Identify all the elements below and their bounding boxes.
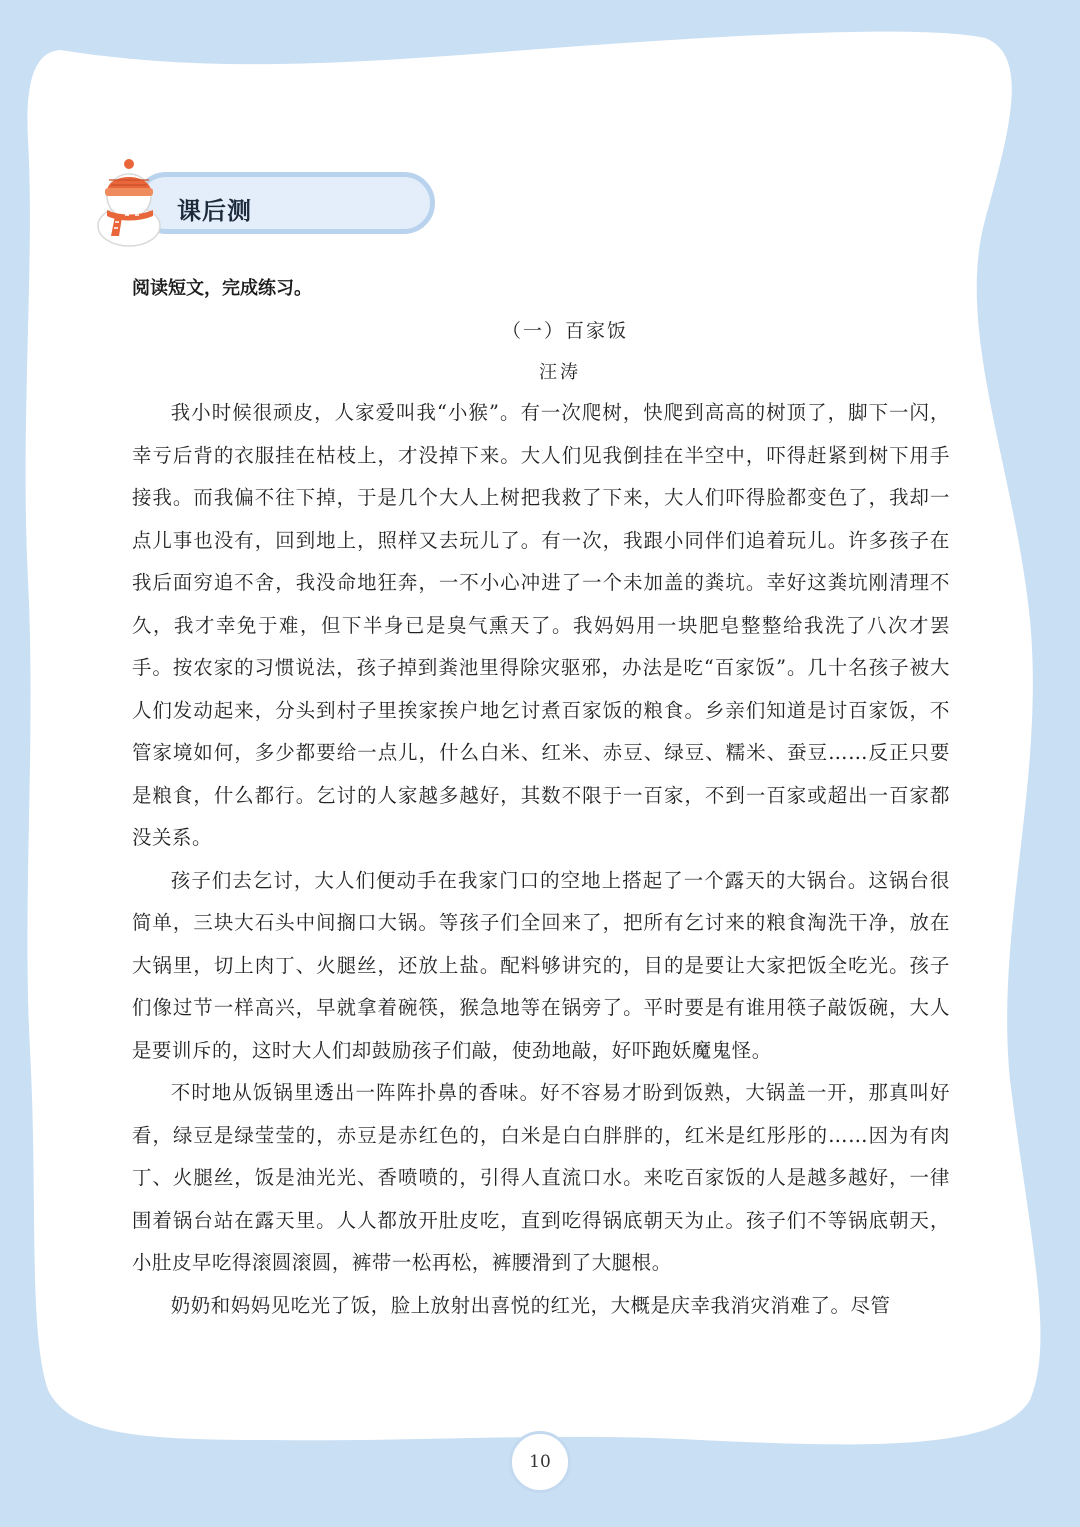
article-paragraph: 孩子们去乞讨，大人们便动手在我家门口的空地上搭起了一个露天的大锅台。这锅台很简单，三块大石头中间搁口大锅。等孩子们全回来了，把所有乞讨来的粮食淘洗干净，放在大锅里，切上肉丁、火腿丝，还放上盐。配料够讲究的，目的是要让大家把饭全吃光。孩子们像过节一样高兴，早就拿着碗筷，猴急地等在锅旁了。平时要是有谁用筷子敲饭碗，大人是要训斥的，这时大人们却鼓励孩子们敲，使劲地敲，好吓跑妖魔鬼怪。	[132, 868, 950, 1062]
page-number: 10	[529, 1452, 551, 1472]
article-paragraph: 奶奶和妈妈见吃光了饭，脸上放射出喜悦的红光，大概是庆幸我消灾消难了。尽管	[170, 1293, 891, 1317]
article-paragraph: 我小时候很顽皮，人家爱叫我“小猴”。有一次爬树，快爬到高高的树顶了，脚下一闪，幸亏后背的衣服挂在枯枝上，才没掉下来。大人们见我倒挂在半空中，吓得赶紧到树下用手接我。而我偏不往下掉，于是几个大人上树把我救了下来，大人们吓得脸都变色了，我却一点儿事也没有，回到地上，照样又去玩儿了。有一次，我跟小同伴们追着玩儿。许多孩子在我后面穷追不舍，我没命地狂奔，一不小心冲进了一个未加盖的粪坑。幸好这粪坑刚清理不久，我才幸免于难，但下半身已是臭气熏天了。我妈妈用一块肥皂整整给我洗了八次才罢手。按农家的习惯说法，孩子掉到粪池里得除灾驱邪，办法是吃“百家饭”。几十名孩子被大人们发动起来，分头到村子里挨家挨户地乞讨煮百家饭的粮食。乡亲们知道是讨百家饭，不管家境如何，多少都要给一点儿，什么白米、红米、赤豆、绿豆、糯米、蚕豆……反正只要是粮食，什么都行。乞讨的人家越多越好，其数不限于一百家，不到一百家或超出一百家都没关系。	[132, 401, 950, 849]
article-body	[132, 392, 950, 1327]
article-author: 汪涛	[539, 362, 581, 383]
article-title: （一）百家饭	[501, 320, 628, 342]
article-paragraph: 不时地从饭锅里透出一阵阵扑鼻的香味。好不容易才盼到饭熟，大锅盖一开，那真叫好看，绿豆是绿莹莹的，赤豆是赤红色的，白米是白白胖胖的，红米是红彤彤的……因为有肉丁、火腿丝，饭是油光光、香喷喷的，引得人直流口水。来吃百家饭的人是越多越好，一律围着锅台站在露天里。人人都放开肚皮吃，直到吃得锅底朝天为止。孩子们不等锅底朝天，小肚皮早吃得滚圆滚圆，裤带一松再松，裤腰滑到了大腿根。	[132, 1081, 950, 1274]
section-title: 课后测	[177, 197, 252, 225]
snowman-icon	[95, 158, 165, 248]
instruction-text: 阅读短文，完成练习。	[132, 278, 312, 299]
section-header	[95, 158, 355, 248]
